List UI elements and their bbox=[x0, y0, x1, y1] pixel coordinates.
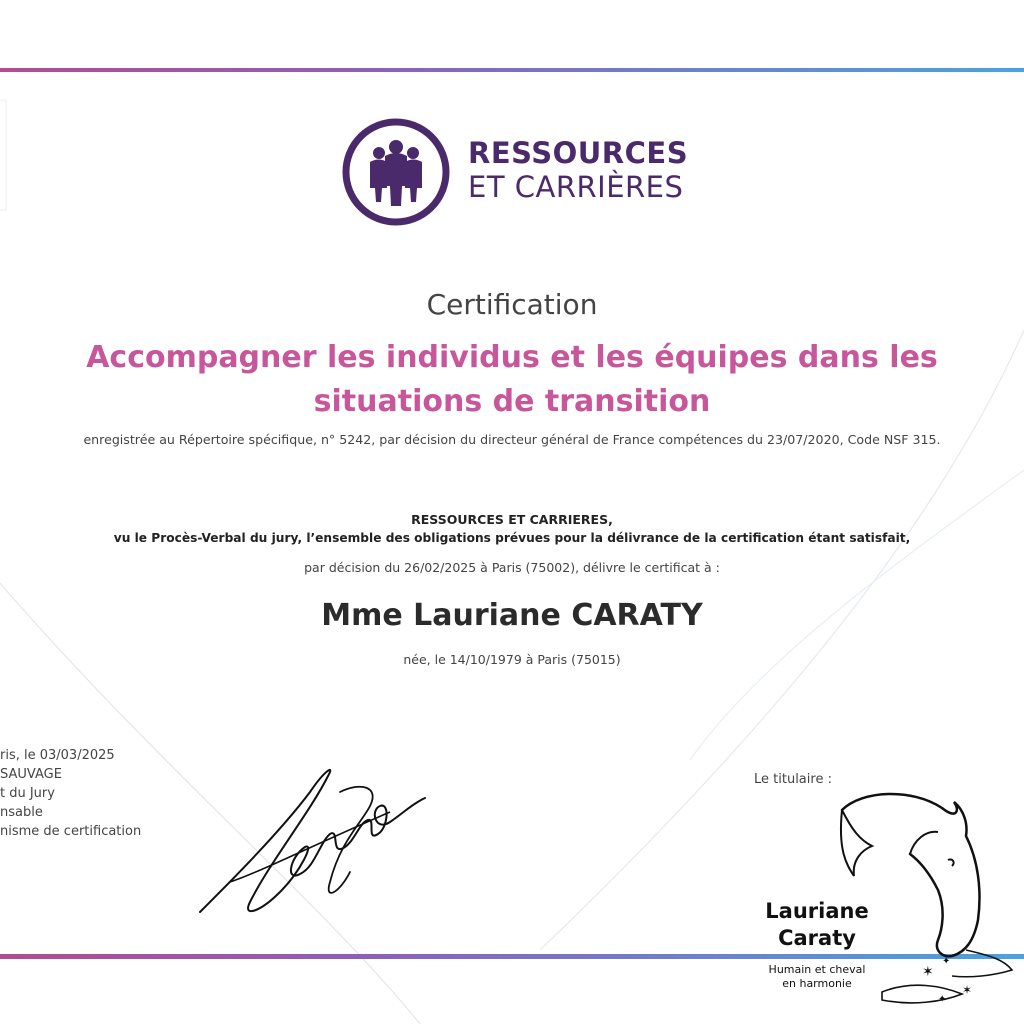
signatory-role-1: t du Jury bbox=[0, 786, 55, 801]
svg-text:✶: ✶ bbox=[922, 964, 934, 980]
svg-text:✦: ✦ bbox=[942, 956, 951, 967]
stamp-tagline bbox=[752, 963, 882, 991]
logo-line-2: ET CARRIÈRES bbox=[468, 170, 684, 204]
logo-line-1: RESSOURCES bbox=[468, 136, 689, 170]
birth-details: née, le 14/10/1979 à Paris (75015) bbox=[403, 652, 621, 667]
stamp-name-line-2: Caraty bbox=[778, 926, 856, 950]
stamp-name-line-1: Lauriane bbox=[765, 899, 869, 923]
jury-statement: vu le Procès-Verbal du jury, l’ensemble des obligations prévues pour la délivrance de la certification étant satisfait, bbox=[113, 531, 911, 545]
handwritten-signature bbox=[190, 762, 430, 922]
top-gradient-band bbox=[0, 68, 1024, 72]
recipient-name: Mme Lauriane CARATY bbox=[321, 598, 703, 633]
signatory-role-3: nisme de certification bbox=[0, 824, 142, 839]
signatory-name: SAUVAGE bbox=[0, 767, 62, 782]
signatory-block bbox=[0, 746, 200, 841]
logo-wordmark bbox=[468, 136, 688, 204]
decision-text: par décision du 26/02/2025 à Paris (75002), délivre le certificat à : bbox=[304, 560, 720, 575]
certificate-title: Accompagner les individus et les équipes dans les situations de transition bbox=[86, 340, 938, 419]
stamp-name bbox=[752, 898, 882, 952]
issuer-name: RESSOURCES ET CARRIERES, bbox=[411, 512, 613, 527]
svg-text:✦: ✦ bbox=[938, 994, 947, 1005]
organization-logo bbox=[340, 116, 690, 232]
stamp-tagline-line-2: en harmonie bbox=[782, 977, 852, 990]
stamp-tagline-line-1: Humain et cheval bbox=[768, 963, 866, 976]
signatory-role-2: nsable bbox=[0, 805, 43, 820]
holder-label: Le titulaire : bbox=[754, 772, 832, 787]
certificate-kind: Certification bbox=[426, 288, 598, 321]
people-group-icon bbox=[340, 116, 452, 228]
svg-text:✶: ✶ bbox=[962, 983, 973, 997]
signature-date: ris, le 03/03/2025 bbox=[0, 748, 115, 763]
registration-text: enregistrée au Répertoire spécifique, n° 5242, par décision du directeur général de France compétences du 23/07/2020, Code NSF 315. bbox=[83, 432, 941, 447]
